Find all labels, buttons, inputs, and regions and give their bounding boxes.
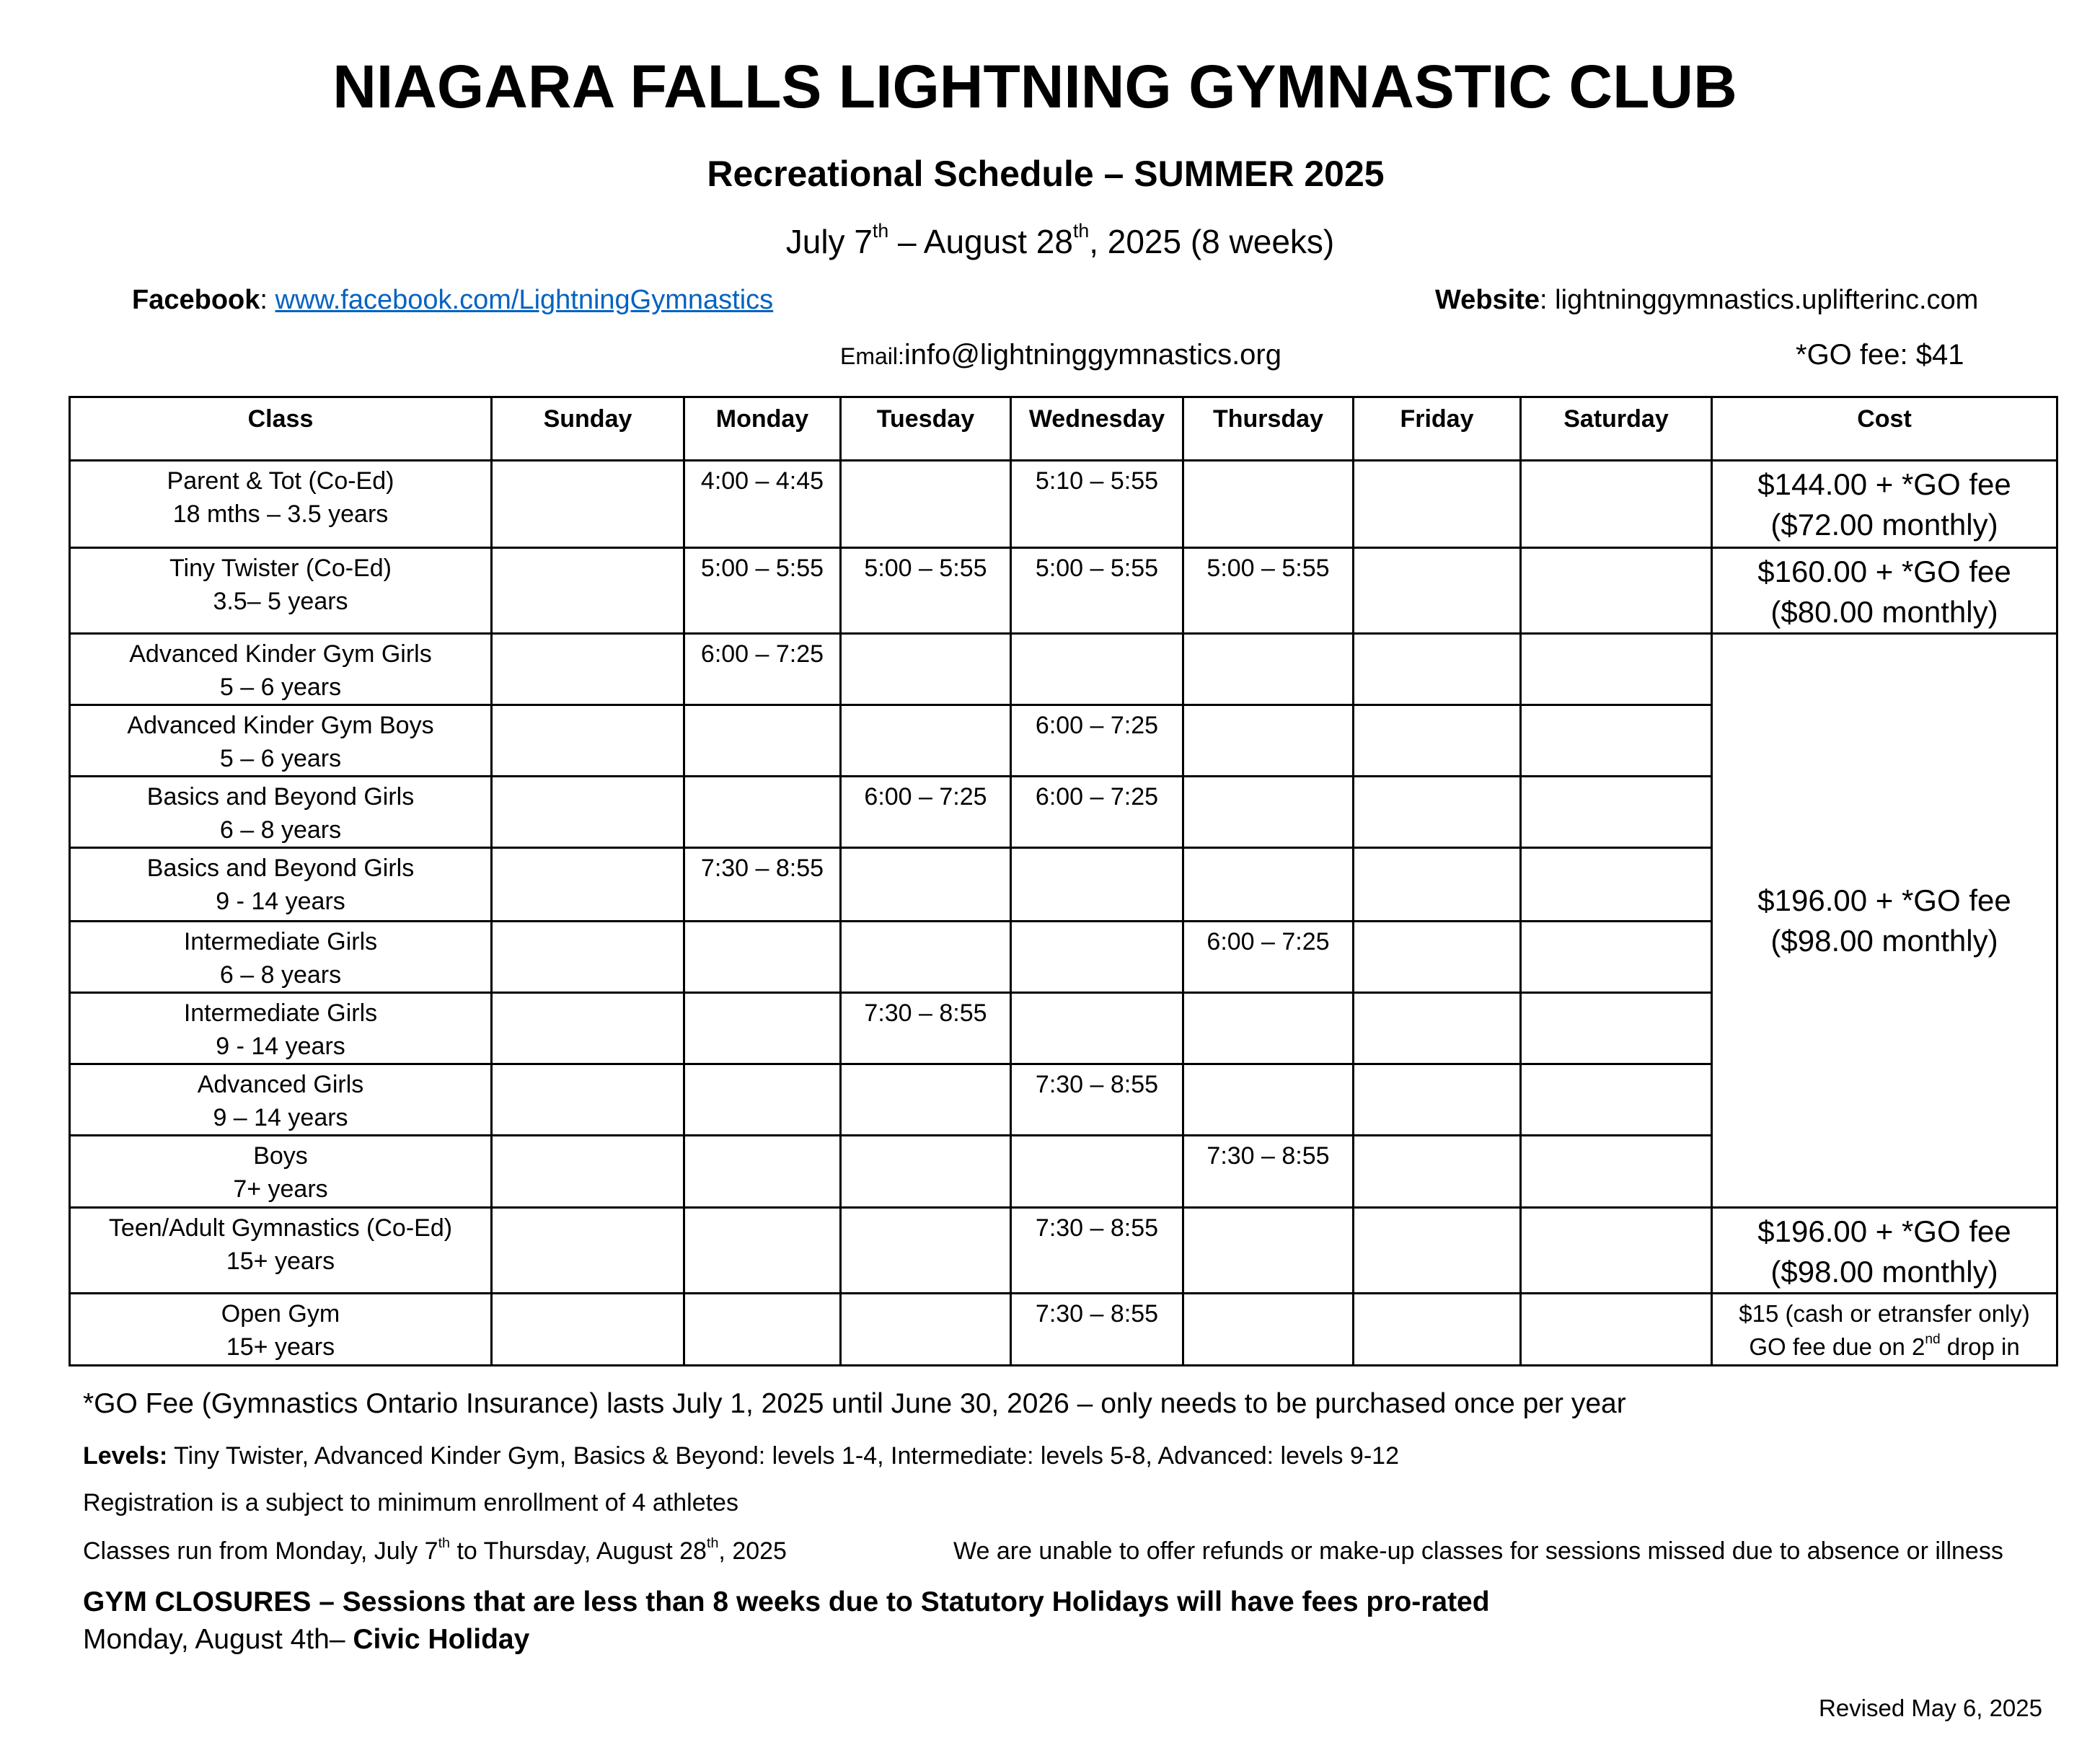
time-cell: 7:30 – 8:55 (684, 848, 841, 922)
class-age: 9 – 14 years (213, 1104, 348, 1131)
class-name: Advanced Kinder Gym Girls (129, 640, 432, 668)
time-cell (1354, 1294, 1521, 1366)
time-cell (1011, 1136, 1183, 1208)
class-name: Boys (253, 1142, 308, 1170)
time-cell (1521, 705, 1712, 777)
time-cell (684, 705, 841, 777)
time-cell: 7:30 – 8:55 (1011, 1294, 1183, 1366)
time-cell (1354, 1208, 1521, 1294)
class-cell (70, 777, 492, 848)
time-cell (1354, 922, 1521, 993)
time-cell (684, 777, 841, 848)
time-cell: 5:00 – 5:55 (1011, 548, 1183, 634)
class-name: Teen/Adult Gymnastics (Co-Ed) (108, 1214, 453, 1242)
time-cell (1354, 993, 1521, 1064)
time-cell (492, 777, 684, 848)
cost-cell: $196.00 + *GO fee ($98.00 monthly) (1712, 1208, 2057, 1294)
time-cell (684, 1136, 841, 1208)
time-cell (1521, 1294, 1712, 1366)
schedule-table (69, 396, 2058, 1366)
class-age: 5 – 6 years (219, 745, 342, 772)
holiday-closure: Monday, August 4th– Civic Holiday (83, 1624, 530, 1655)
column-header: Cost (1712, 397, 2057, 461)
time-cell (1183, 777, 1354, 848)
time-cell (1354, 634, 1521, 705)
column-header: Wednesday (1011, 397, 1183, 461)
time-cell (1521, 922, 1712, 993)
table-row (70, 461, 2057, 548)
column-header: Saturday (1521, 397, 1712, 461)
time-cell (1521, 777, 1712, 848)
class-age: 15+ years (226, 1333, 335, 1361)
time-cell (1521, 993, 1712, 1064)
email-label: Email: (840, 343, 904, 369)
time-cell (1011, 634, 1183, 705)
time-cell (492, 1294, 684, 1366)
table-row (70, 1208, 2057, 1294)
time-cell (684, 993, 841, 1064)
time-cell (841, 705, 1011, 777)
time-cell (841, 634, 1011, 705)
class-age: 3.5– 5 years (213, 588, 348, 615)
page-title: NIAGARA FALLS LIGHTNING GYMNASTIC CLUB (332, 53, 1737, 120)
time-cell (841, 922, 1011, 993)
time-cell (1183, 993, 1354, 1064)
time-cell (841, 848, 1011, 922)
class-name: Intermediate Girls (183, 928, 378, 955)
session-dates: July 7th – August 28th, 2025 (8 weeks) (785, 220, 1335, 260)
column-header: Thursday (1183, 397, 1354, 461)
revised-date: Revised May 6, 2025 (1818, 1695, 2042, 1721)
email-contact (840, 339, 1281, 371)
class-name: Parent & Tot (Co-Ed) (167, 467, 394, 495)
time-cell (1011, 993, 1183, 1064)
class-cell (70, 1064, 492, 1136)
schedule-subtitle: Recreational Schedule – SUMMER 2025 (707, 154, 1385, 194)
class-name: Advanced Kinder Gym Boys (127, 712, 434, 739)
class-name: Basics and Beyond Girls (146, 855, 415, 882)
time-cell (1521, 461, 1712, 548)
column-header: Monday (684, 397, 841, 461)
column-header: Sunday (492, 397, 684, 461)
time-cell (1183, 1064, 1354, 1136)
class-name: Basics and Beyond Girls (146, 783, 415, 811)
time-cell: 5:10 – 5:55 (1011, 461, 1183, 548)
time-cell: 6:00 – 7:25 (684, 634, 841, 705)
email-value: info@lightninggymnastics.org (904, 339, 1281, 371)
time-cell (1183, 1294, 1354, 1366)
time-cell (1183, 705, 1354, 777)
time-cell (1183, 1208, 1354, 1294)
class-cell (70, 1208, 492, 1294)
time-cell (492, 1208, 684, 1294)
class-age: 6 – 8 years (219, 961, 342, 989)
time-cell (1521, 848, 1712, 922)
class-cell (70, 634, 492, 705)
column-header: Tuesday (841, 397, 1011, 461)
time-cell (1354, 461, 1521, 548)
time-cell (1521, 634, 1712, 705)
website-contact: Website: lightninggymnastics.uplifterinc.com (1435, 285, 1979, 315)
class-name: Intermediate Girls (183, 999, 378, 1027)
time-cell (1011, 922, 1183, 993)
time-cell: 7:30 – 8:55 (1183, 1136, 1354, 1208)
time-cell (684, 1208, 841, 1294)
gym-closures: GYM CLOSURES – Sessions that are less than 8 weeks due to Statutory Holidays will have fees pro-rated (83, 1586, 1490, 1617)
class-age: 9 - 14 years (216, 888, 345, 915)
time-cell (841, 1208, 1011, 1294)
time-cell (492, 1136, 684, 1208)
time-cell (1521, 1136, 1712, 1208)
time-cell (1354, 1136, 1521, 1208)
class-cell (70, 548, 492, 634)
column-header: Class (70, 397, 492, 461)
class-age: 7+ years (233, 1175, 328, 1203)
time-cell (1521, 1064, 1712, 1136)
class-cell (70, 993, 492, 1064)
time-cell (841, 1136, 1011, 1208)
table-row (70, 1294, 2057, 1366)
time-cell: 4:00 – 4:45 (684, 461, 841, 548)
go-fee-note: *GO Fee (Gymnastics Ontario Insurance) lasts July 1, 2025 until June 30, 2026 – only needs to be purchased once per year (83, 1388, 1626, 1419)
class-cell (70, 922, 492, 993)
time-cell (1354, 705, 1521, 777)
time-cell: 5:00 – 5:55 (1183, 548, 1354, 634)
time-cell (1354, 848, 1521, 922)
cost-cell: $144.00 + *GO fee ($72.00 monthly) (1712, 461, 2057, 548)
time-cell (492, 548, 684, 634)
class-age: 9 - 14 years (216, 1033, 345, 1060)
time-cell: 6:00 – 7:25 (841, 777, 1011, 848)
time-cell (684, 1064, 841, 1136)
time-cell (841, 1294, 1011, 1366)
class-name: Tiny Twister (Co-Ed) (169, 555, 392, 582)
class-name: Advanced Girls (197, 1071, 364, 1098)
time-cell (492, 705, 684, 777)
class-age: 5 – 6 years (219, 674, 342, 701)
cost-cell: $15 (cash or etransfer only) GO fee due on 2nd drop in (1712, 1294, 2057, 1366)
time-cell (492, 993, 684, 1064)
time-cell (1183, 848, 1354, 922)
table-row (70, 548, 2057, 634)
time-cell (1354, 548, 1521, 634)
facebook-label: Facebook (132, 285, 260, 315)
time-cell (492, 922, 684, 993)
time-cell: 7:30 – 8:55 (1011, 1208, 1183, 1294)
cost-cell: $196.00 + *GO fee ($98.00 monthly) (1712, 634, 2057, 1208)
class-name: Open Gym (221, 1300, 340, 1328)
time-cell: 7:30 – 8:55 (1011, 1064, 1183, 1136)
website-value: lightninggymnastics.uplifterinc.com (1555, 285, 1979, 315)
time-cell (1011, 848, 1183, 922)
time-cell: 6:00 – 7:25 (1011, 777, 1183, 848)
time-cell (492, 848, 684, 922)
time-cell (841, 1064, 1011, 1136)
class-age: 15+ years (226, 1248, 335, 1275)
time-cell: 7:30 – 8:55 (841, 993, 1011, 1064)
class-age: 6 – 8 years (219, 816, 342, 844)
time-cell (1354, 1064, 1521, 1136)
website-label: Website (1435, 285, 1540, 315)
time-cell (492, 1064, 684, 1136)
column-header: Friday (1354, 397, 1521, 461)
time-cell (1521, 1208, 1712, 1294)
time-cell (1183, 461, 1354, 548)
time-cell (1521, 548, 1712, 634)
time-cell (841, 461, 1011, 548)
go-fee: *GO fee: $41 (1796, 339, 1964, 371)
refund-policy: We are unable to offer refunds or make-up classes for sessions missed due to absence or illness (953, 1537, 2003, 1565)
class-cell (70, 1136, 492, 1208)
facebook-link[interactable]: www.facebook.com/LightningGymnastics (275, 285, 774, 315)
time-cell (684, 1294, 841, 1366)
time-cell (684, 922, 841, 993)
time-cell (1183, 634, 1354, 705)
time-cell (492, 461, 684, 548)
registration-note: Registration is a subject to minimum enrollment of 4 athletes (83, 1489, 738, 1516)
header-row (70, 397, 2057, 461)
facebook-contact: Facebook: www.facebook.com/LightningGymnastics (132, 285, 774, 315)
time-cell (492, 634, 684, 705)
levels-note: Levels: Tiny Twister, Advanced Kinder Gym, Basics & Beyond: levels 1-4, Intermediate: levels 5-8, Advanced: levels 9-12 (83, 1442, 1399, 1470)
time-cell: 6:00 – 7:25 (1011, 705, 1183, 777)
class-cell (70, 848, 492, 922)
class-age: 18 mths – 3.5 years (172, 500, 389, 528)
table-row (70, 634, 2057, 705)
time-cell: 5:00 – 5:55 (684, 548, 841, 634)
class-cell (70, 461, 492, 548)
time-cell (1354, 777, 1521, 848)
cost-cell: $160.00 + *GO fee ($80.00 monthly) (1712, 548, 2057, 634)
classes-run-note: Classes run from Monday, July 7th to Thursday, August 28th, 2025 (83, 1535, 787, 1565)
time-cell: 6:00 – 7:25 (1183, 922, 1354, 993)
class-cell (70, 1294, 492, 1366)
class-cell (70, 705, 492, 777)
time-cell: 5:00 – 5:55 (841, 548, 1011, 634)
